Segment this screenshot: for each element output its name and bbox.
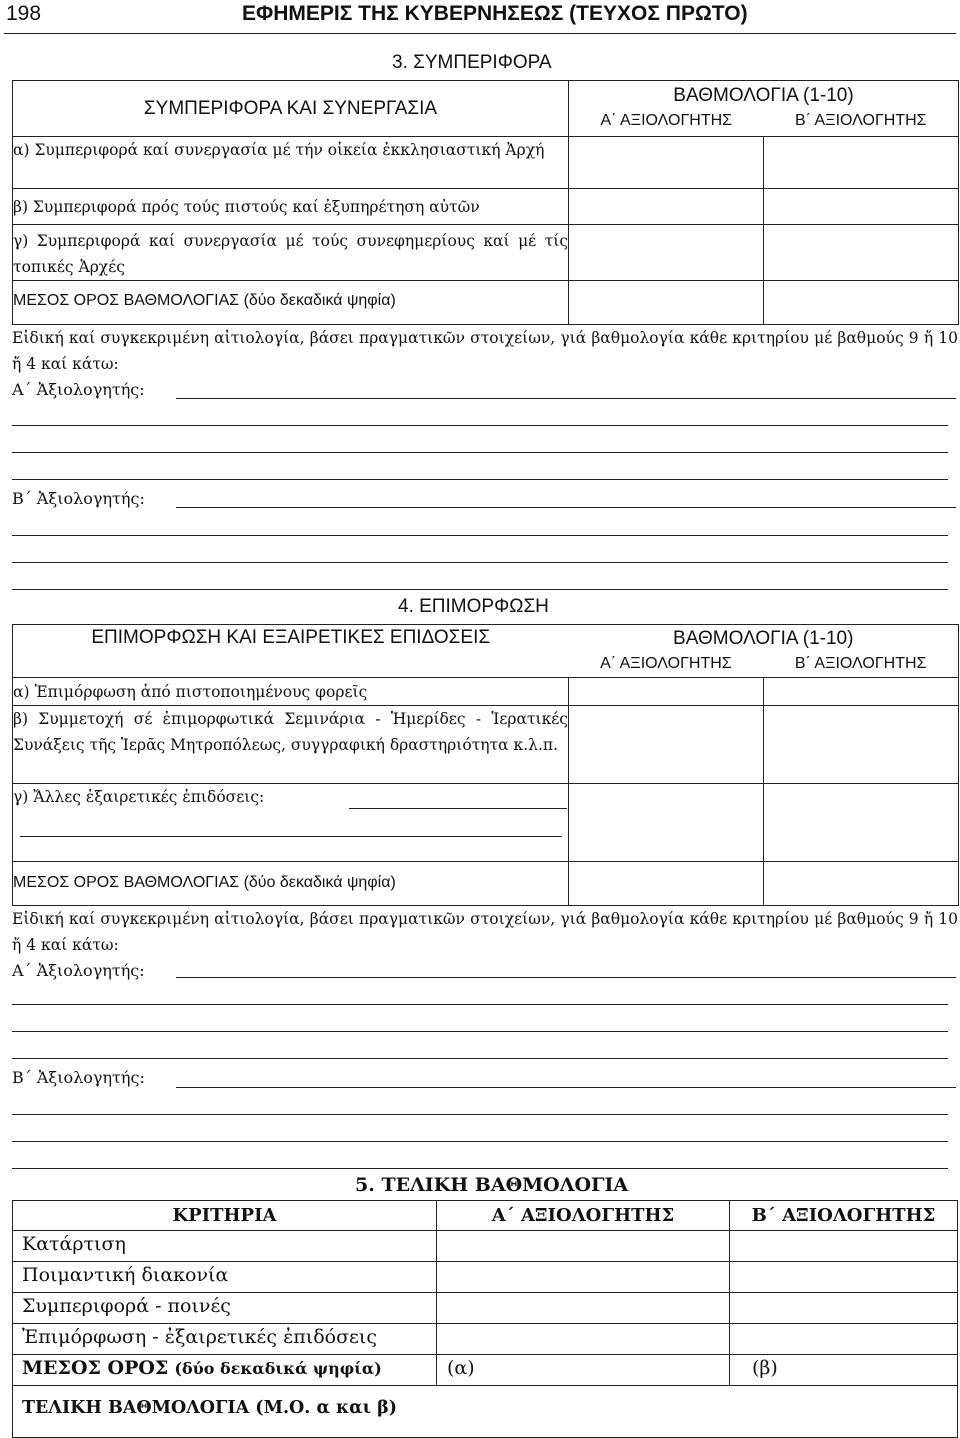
- evaluator-a-line[interactable]: [176, 398, 956, 399]
- section-5-title: 5. ΤΕΛΙΚΗ ΒΑΘΜΟΛΟΓΙΑ: [355, 1174, 629, 1196]
- score-a-cell[interactable]: [569, 706, 764, 784]
- score-a-cell[interactable]: [569, 678, 764, 706]
- criterion-row: β) Συμπεριφορά πρός τούς πιστούς καί ἐξυπηρέτηση αὐτῶν: [13, 189, 569, 225]
- blank-line[interactable]: [12, 1004, 948, 1005]
- col-b-header: Β΄ ΑΞΙΟΛΟΓΗΤΗΣ: [730, 1201, 958, 1231]
- evaluator-b-label: Β΄ Ἀξιολογητής:: [12, 489, 145, 508]
- blank-line[interactable]: [12, 1168, 948, 1169]
- criterion-row: γ) Συμπεριφορά καί συνεργασία μέ τούς συνεφημερίους καί μέ τίς τοπικές Ἀρχές: [13, 225, 569, 281]
- final-score-a-cell[interactable]: [437, 1262, 730, 1293]
- behavior-table-header: ΣΥΜΠΕΡΙΦΟΡΑ ΚΑΙ ΣΥΝΕΡΓΑΣΙΑ: [13, 81, 569, 137]
- average-row-label: ΜΕΣΟΣ ΟΡΟΣ ΒΑΘΜΟΛΟΓΙΑΣ (δύο δεκαδικά ψηφία): [13, 862, 569, 906]
- criterion-row: α) Ἐπιμόρφωση ἀπό πιστοποιημένους φορεῖς: [13, 678, 569, 706]
- training-table-header: ΕΠΙΜΟΡΦΩΣΗ ΚΑΙ ΕΞΑΙΡΕΤΙΚΕΣ ΕΠΙΔΟΣΕΙΣ: [13, 625, 569, 678]
- blank-line[interactable]: [12, 1031, 948, 1032]
- score-a-cell[interactable]: [569, 189, 764, 225]
- other-achievements-line[interactable]: [20, 836, 562, 837]
- rating-header: ΒΑΘΜΟΛΟΓΙΑ (1-10): [673, 628, 854, 649]
- score-b-cell[interactable]: [764, 137, 959, 189]
- col-a-header: Α΄ ΑΞΙΟΛΟΓΗΤΗΣ: [437, 1201, 730, 1231]
- criterion-row-other: [13, 784, 569, 862]
- training-table: [12, 624, 959, 906]
- score-b-cell[interactable]: [764, 225, 959, 281]
- blank-line[interactable]: [12, 479, 948, 480]
- rating-header: ΒΑΘΜΟΛΟΓΙΑ (1-10): [673, 85, 854, 106]
- average-a-cell[interactable]: [437, 1355, 730, 1386]
- average-label: ΜΕΣΟΣ ΟΡΟΣ: [22, 1357, 169, 1379]
- other-achievements-label: γ) Ἄλλες ἐξαιρετικές ἐπιδόσεις:: [13, 788, 265, 806]
- score-a-cell[interactable]: [569, 137, 764, 189]
- evaluator-b-line[interactable]: [176, 507, 956, 508]
- evaluator-a-label: Α΄ Ἀξιολογητής:: [12, 961, 145, 980]
- justification-text: Εἰδική καί συγκεκριμένη αἰτιολογία, βάσει πραγματικῶν στοιχείων, γιά βαθμολογία κάθε κριτηρίου μέ βαθμούς 9 ἤ 10 ἤ 4 καί κάτω:: [12, 910, 958, 954]
- average-a-cell[interactable]: [569, 281, 764, 325]
- gazette-title: ΕΦΗΜΕΡΙΣ ΤΗΣ ΚΥΒΕΡΝΗΣΕΩΣ (ΤΕΥΧΟΣ ΠΡΩΤΟ): [242, 2, 748, 25]
- score-b-cell[interactable]: [764, 189, 959, 225]
- score-b-cell[interactable]: [764, 678, 959, 706]
- header-divider: [4, 33, 956, 34]
- average-row: [13, 1355, 437, 1386]
- col-criteria-header: ΚΡΙΤΗΡΙΑ: [13, 1201, 437, 1231]
- evaluator-b-header: Β΄ ΑΞΙΟΛΟΓΗΤΗΣ: [794, 112, 927, 129]
- justification-text: Εἰδική καί συγκεκριμένη αἰτιολογία, βάσει πραγματικῶν στοιχείων, γιά βαθμολογία κάθε κριτηρίου μέ βαθμούς 9 ἤ 10 ἤ 4 καί κάτω:: [12, 329, 958, 373]
- final-score-b-cell[interactable]: [730, 1231, 958, 1262]
- blank-line[interactable]: [12, 1114, 948, 1115]
- page-number: 198: [6, 2, 42, 25]
- rating-header-cell: [569, 625, 959, 678]
- evaluator-a-label: Α΄ Ἀξιολογητής:: [12, 380, 145, 399]
- criterion-row: β) Συμμετοχή σέ ἐπιμορφωτικά Σεμινάρια - Ἡμερίδες - Ἱερατικές Συνάξεις τῆς Ἱερᾶς Μητροπόλεως, συγγραφική δραστηριότητα κ.λ.π.: [13, 706, 569, 784]
- behavior-table: [12, 80, 959, 325]
- score-a-cell[interactable]: [569, 225, 764, 281]
- score-b-cell[interactable]: [764, 706, 959, 784]
- average-a-cell[interactable]: [569, 862, 764, 906]
- average-b-cell[interactable]: [764, 862, 959, 906]
- evaluator-a-line[interactable]: [176, 977, 956, 978]
- section-4-title: 4. ΕΠΙΜΟΡΦΩΣΗ: [398, 596, 549, 617]
- average-b-cell[interactable]: [730, 1355, 958, 1386]
- final-score-b-cell[interactable]: [730, 1293, 958, 1324]
- final-grade-row: [13, 1386, 958, 1438]
- evaluator-b-line[interactable]: [176, 1087, 956, 1088]
- criterion-row: α) Συμπεριφορά καί συνεργασία μέ τήν οἰκεία ἐκκλησιαστική Ἀρχή: [13, 137, 569, 189]
- final-criterion-row: Ποιμαντική διακονία: [13, 1262, 437, 1293]
- other-achievements-line[interactable]: [349, 808, 567, 809]
- blank-line[interactable]: [12, 1141, 948, 1142]
- blank-line[interactable]: [12, 535, 948, 536]
- final-criterion-row: Ἐπιμόρφωση - ἐξαιρετικές ἐπιδόσεις: [13, 1324, 437, 1355]
- final-grade-label: ΤΕΛΙΚΗ ΒΑΘΜΟΛΟΓΙΑ (Μ.Ο. α και β): [22, 1398, 398, 1418]
- evaluator-b-label: Β΄ Ἀξιολογητής:: [12, 1068, 145, 1087]
- average-row-label: ΜΕΣΟΣ ΟΡΟΣ ΒΑΘΜΟΛΟΓΙΑΣ (δύο δεκαδικά ψηφία): [13, 281, 569, 325]
- blank-line[interactable]: [12, 452, 948, 453]
- average-a-marker: (α): [447, 1357, 475, 1379]
- average-b-cell[interactable]: [764, 281, 959, 325]
- blank-line[interactable]: [12, 425, 948, 426]
- final-criterion-row: Κατάρτιση: [13, 1231, 437, 1262]
- rating-header-cell: [569, 81, 959, 137]
- section-3-title: 3. ΣΥΜΠΕΡΙΦΟΡΑ: [392, 52, 552, 73]
- final-score-a-cell[interactable]: [437, 1324, 730, 1355]
- final-score-b-cell[interactable]: [730, 1324, 958, 1355]
- blank-line[interactable]: [12, 589, 948, 590]
- score-b-cell[interactable]: [764, 784, 959, 862]
- final-score-a-cell[interactable]: [437, 1293, 730, 1324]
- evaluator-a-header: Α΄ ΑΞΙΟΛΟΓΗΤΗΣ: [600, 655, 732, 672]
- score-a-cell[interactable]: [569, 784, 764, 862]
- average-note: (δύο δεκαδικά ψηφία): [174, 1359, 382, 1378]
- evaluator-a-header: Α΄ ΑΞΙΟΛΟΓΗΤΗΣ: [600, 112, 733, 129]
- evaluator-b-header: Β΄ ΑΞΙΟΛΟΓΗΤΗΣ: [794, 655, 927, 672]
- final-criterion-row: Συμπεριφορά - ποινές: [13, 1293, 437, 1324]
- final-score-b-cell[interactable]: [730, 1262, 958, 1293]
- average-b-marker: (β): [752, 1357, 778, 1379]
- blank-line[interactable]: [12, 562, 948, 563]
- final-score-a-cell[interactable]: [437, 1231, 730, 1262]
- blank-line[interactable]: [12, 1058, 948, 1059]
- final-grade-table: [12, 1200, 958, 1438]
